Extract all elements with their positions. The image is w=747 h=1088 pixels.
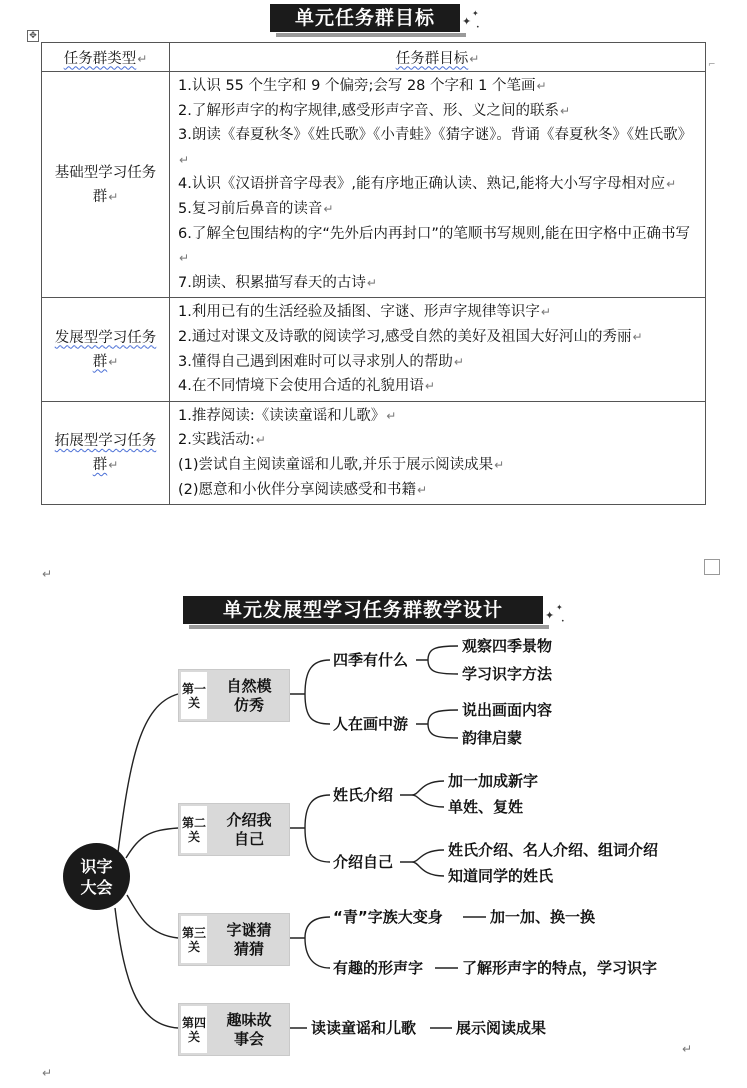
type-cell: 发展型学习任务群↵ <box>42 298 170 401</box>
goal-item: 1.利用已有的生活经验及插图、字谜、形声字规律等识字↵ <box>178 304 551 321</box>
level-label: 第三关 <box>181 916 207 963</box>
level-node <box>178 803 290 856</box>
leaf-label: 加一加成新字 <box>448 772 539 790</box>
center-node <box>63 843 130 910</box>
design-title: 单元发展型学习任务群教学设计 <box>183 596 543 624</box>
branch-label: “青”字族大变身 <box>333 908 443 926</box>
level-node <box>178 669 290 722</box>
leaf-label: 展示阅读成果 <box>456 1019 547 1037</box>
level-title: 自然模仿秀 <box>226 676 272 714</box>
connector <box>416 646 458 674</box>
row-end-mark-icon: ⌐ <box>708 60 716 70</box>
connector <box>400 781 444 807</box>
branch-label: 读读童谣和儿歌 <box>311 1019 417 1037</box>
table-move-handle-icon[interactable]: ✥ <box>27 30 39 42</box>
paragraph-mark-icon: ↵ <box>682 1042 693 1056</box>
leaf-label: 学习识字方法 <box>462 665 553 683</box>
level-label: 第二关 <box>181 806 207 853</box>
sparkle-icon: ✦ <box>556 603 563 612</box>
goal-item: 7.朗读、积累描写春天的古诗↵ <box>178 274 377 291</box>
level-label: 第四关 <box>181 1006 207 1053</box>
connector <box>127 895 178 938</box>
goals-title: 单元任务群目标 <box>270 4 460 32</box>
leaf-label: 观察四季景物 <box>462 637 553 655</box>
goal-item: (2)愿意和小伙伴分享阅读感受和书籍↵ <box>178 481 428 498</box>
branch-label: 四季有什么 <box>333 651 409 669</box>
sparkle-icon: ✦ <box>472 9 479 18</box>
goal-item: 3.朗读《春夏秋冬》《姓氏歌》《小青蛙》《猜字谜》。背诵《春夏秋冬》《姓氏歌》↵ <box>178 127 693 167</box>
leaf-label: 韵律启蒙 <box>462 729 523 747</box>
header-goal-cell: 任务群目标↵ <box>170 43 706 72</box>
leaf-label: 单姓、复姓 <box>448 798 524 816</box>
goal-item: 1.推荐阅读:《读读童谣和儿歌》↵ <box>178 407 397 424</box>
branch-label: 人在画中游 <box>333 715 409 733</box>
leaf-label: 知道同学的姓氏 <box>448 867 554 885</box>
level-title: 介绍我自己 <box>226 810 272 848</box>
goal-item: (1)尝试自主阅读童谣和儿歌,并乐于展示阅读成果↵ <box>178 456 505 473</box>
goal-item: 6.了解全包围结构的字“先外后内再封口”的笔顺书写规则,能在田字格中正确书写↵ <box>178 225 690 266</box>
goal-item: 2.实践活动:↵ <box>178 432 266 449</box>
goal-item: 3.懂得自己遇到困难时可以寻求别人的帮助↵ <box>178 353 464 370</box>
level-node <box>178 1003 290 1056</box>
leaf-label: 加一加、换一换 <box>490 908 596 926</box>
branch-label: 介绍自己 <box>333 853 394 871</box>
connector <box>288 795 330 862</box>
connector <box>400 850 444 876</box>
paragraph-mark-icon: ↵ <box>42 567 53 581</box>
sparkle-icon: ✦ <box>545 609 555 622</box>
connector <box>126 828 178 858</box>
leaf-label: 了解形声字的特点，学习识字 <box>462 959 658 977</box>
branch-label: 有趣的形声字 <box>333 959 424 977</box>
goal-item: 2.通过对课文及诗歌的阅读学习,感受自然的美好及祖国大好河山的秀丽↵ <box>178 328 643 345</box>
level-node <box>178 913 290 966</box>
leaf-label: 说出画面内容 <box>462 701 553 719</box>
level-title: 字谜猜猜猜 <box>226 920 272 958</box>
sparkle-icon: • <box>476 24 480 31</box>
type-cell: 拓展型学习任务群↵ <box>42 401 170 504</box>
goal-item: 4.认识《汉语拼音字母表》,能有序地正确认读、熟记,能将大小写字母相对应↵ <box>178 176 677 193</box>
connector <box>288 917 330 968</box>
sparkle-icon: • <box>561 618 565 625</box>
goal-item: 2.了解形声字的构字规律,感受形声字音、形、义之间的联系↵ <box>178 102 571 119</box>
goal-item: 5.复习前后鼻音的读音↵ <box>178 200 334 217</box>
connector <box>288 660 330 724</box>
goal-item: 4.在不同情境下会使用合适的礼貌用语↵ <box>178 378 435 395</box>
type-cell: 基础型学习任务群↵ <box>42 72 170 298</box>
sparkle-icon: ✦ <box>462 15 472 28</box>
paragraph-mark-icon: ↵ <box>42 1066 53 1080</box>
connector <box>416 710 458 738</box>
goal-item: 1.认识 55 个生字和 9 个偏旁;会写 28 个字和 1 个笔画↵ <box>178 78 547 94</box>
level-title: 趣味故事会 <box>226 1010 272 1048</box>
center-node-label: 识字大会 <box>80 856 113 897</box>
leaf-label: 姓氏介绍、名人介绍、组词介绍 <box>448 841 659 859</box>
level-label: 第一关 <box>181 672 207 719</box>
branch-label: 姓氏介绍 <box>333 786 394 804</box>
header-type-cell: 任务群类型↵ <box>42 43 170 72</box>
connector <box>115 908 178 1028</box>
